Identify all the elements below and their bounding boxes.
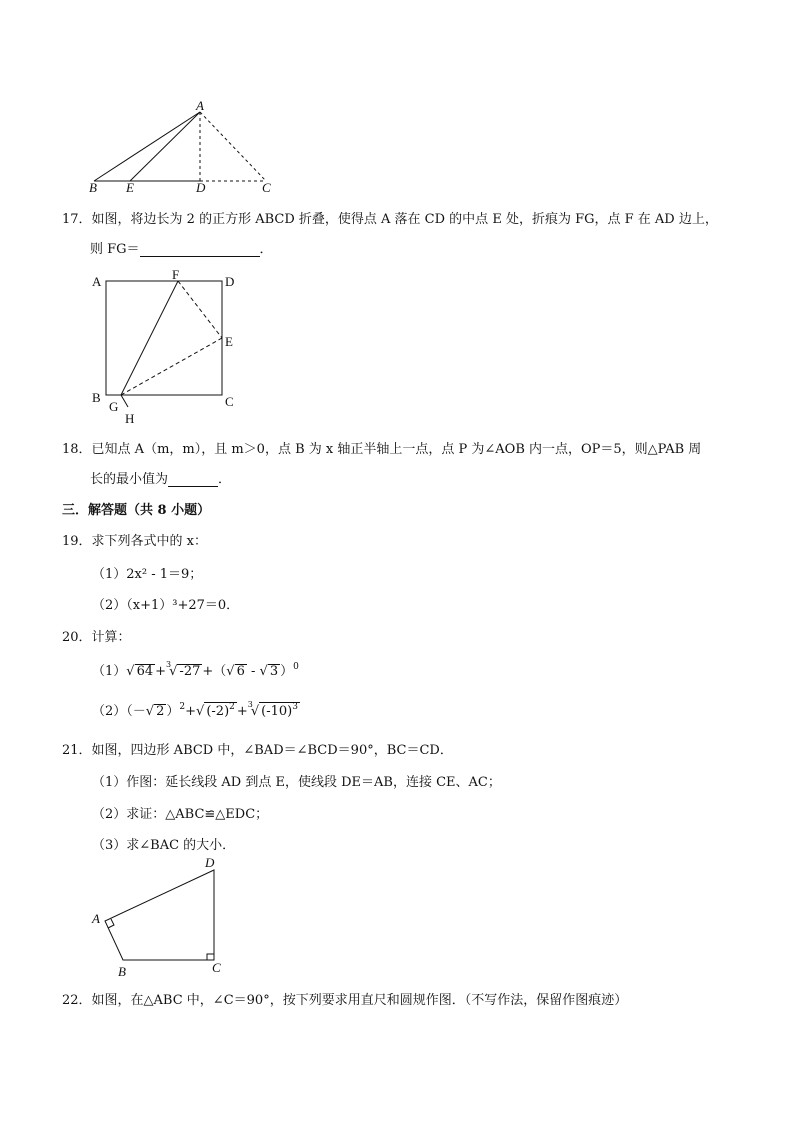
q20-part2-radicand-c-text: (-10)	[261, 704, 293, 719]
fig17-label-a: A	[92, 274, 102, 289]
fig17-label-c: C	[225, 394, 234, 409]
q20-part2-radicand-a: 2	[156, 704, 165, 719]
q20-stem	[62, 626, 131, 645]
fig17-label-g: G	[109, 399, 119, 414]
q17-line2	[90, 238, 273, 257]
q20-part2-radicand-b	[204, 702, 237, 719]
plus-sign: +	[185, 704, 197, 719]
fig21-label-d: D	[205, 855, 215, 870]
q20-part1	[92, 660, 299, 679]
section-3-title: 三．解答题（共 8 小题）	[62, 503, 211, 518]
q18-line1	[62, 438, 701, 457]
q21-part3: （3）求∠BAC 的大小．	[92, 838, 236, 853]
fig16-label-e: E	[126, 180, 134, 195]
q20-part1-radicand-c: 6	[236, 664, 245, 679]
q18-text: 已知点 A（m，m），且 m＞0，点 B 为 x 轴正半轴上一点，点 P 为∠AOB 内一点，OP＝5，则△PAB 周	[91, 442, 702, 457]
sqrt-symbol: √	[196, 704, 205, 719]
cube-root-index: 3	[166, 660, 172, 669]
fig17-label-d: D	[225, 274, 235, 289]
fig16-label-c: C	[262, 180, 271, 195]
paren-close: ）	[166, 704, 180, 719]
q17-answer-blank[interactable]	[140, 242, 260, 257]
q18-number: 18．	[62, 442, 92, 457]
fig16-label-d: D	[196, 180, 206, 195]
sqrt-symbol: √	[250, 704, 260, 719]
q21-part2: （2）求证：△ABC≌△EDC；	[92, 807, 269, 822]
q18-answer-blank[interactable]	[168, 472, 218, 487]
paren-close: ）	[280, 664, 294, 679]
q22-number: 22．	[62, 993, 92, 1008]
q20-part2-radicand-b-text: (-2)	[206, 704, 230, 719]
sqrt-symbol: √	[145, 704, 155, 719]
fig17-label-h: H	[125, 411, 135, 426]
fig21-label-c: C	[212, 960, 221, 975]
cube-root-index: 3	[247, 700, 253, 709]
exponent-two: 2	[179, 702, 186, 712]
fig21-label-b: B	[118, 964, 126, 979]
sqrt-symbol: √	[259, 664, 268, 679]
fig21-label-a: A	[92, 911, 100, 926]
sqrt-symbol: √	[126, 664, 135, 679]
q21-number: 21．	[62, 743, 92, 758]
q19-text: 求下列各式中的 x：	[91, 534, 208, 549]
q17-number: 17．	[62, 212, 92, 227]
q17-text: 如图，将边长为 2 的正方形 ABCD 折叠，使得点 A 落在 CD 的中点 E 处，折痕为 FG，点 F 在 AD 边上，	[91, 212, 718, 227]
q20-part2-radicand-c	[259, 702, 300, 719]
fig17-label-b: B	[92, 390, 101, 405]
q22-text: 如图，在△ABC 中，∠C＝90°，按下列要求用直尺和圆规作图．（不写作法，保留作图痕迹）	[91, 993, 628, 1008]
q19-stem	[62, 530, 207, 549]
q20-part1-label: （1）	[92, 664, 127, 679]
q20-part1-radicand-a: 64	[136, 664, 154, 679]
q18-line2-prefix: 长的最小值为	[90, 472, 169, 487]
q20-number: 20．	[62, 630, 92, 645]
q20-part2-label: （2）	[92, 704, 127, 719]
q22-stem	[62, 989, 627, 1008]
q18-line2	[90, 468, 231, 487]
sqrt-symbol: √	[169, 664, 178, 679]
q20-text: 计算：	[91, 630, 131, 645]
q20-part1-radicand-d: 3	[269, 664, 279, 679]
q17-line1	[62, 208, 718, 227]
plus-paren-open: +（	[202, 664, 227, 679]
fig17-label-e: E	[225, 334, 233, 349]
q21-stem	[62, 739, 453, 758]
minus-sign: -	[246, 664, 260, 679]
q21-part1: （1）作图：延长线段 AD 到点 E，使线段 DE＝AB，连接 CE、AC；	[92, 775, 501, 790]
exponent-zero: 0	[293, 662, 299, 672]
fig16-label-b: B	[89, 180, 97, 195]
q20-part2	[92, 700, 300, 719]
paren-open-minus: （－	[126, 704, 146, 719]
exponent-three: 3	[292, 702, 298, 712]
plus-sign: +	[155, 664, 167, 679]
exponent-two: 2	[229, 702, 235, 712]
q19-part1: （1）2x² - 1＝9；	[92, 567, 203, 582]
plus-sign: +	[236, 704, 248, 719]
q19-part2: （2）（x+1）³+27＝0．	[92, 598, 240, 613]
fig17-label-f: F	[172, 267, 180, 282]
fig16-label-a: A	[196, 98, 204, 113]
q17-line2-suffix: ．	[259, 242, 273, 257]
q21-text: 如图，四边形 ABCD 中，∠BAD＝∠BCD＝90°，BC＝CD．	[91, 743, 453, 758]
q20-part1-radicand-b: -27	[179, 664, 201, 679]
sqrt-symbol: √	[226, 664, 235, 679]
q18-line2-suffix: ．	[218, 472, 232, 487]
q17-line2-prefix: 则 FG＝	[90, 242, 140, 257]
q19-number: 19．	[62, 534, 92, 549]
